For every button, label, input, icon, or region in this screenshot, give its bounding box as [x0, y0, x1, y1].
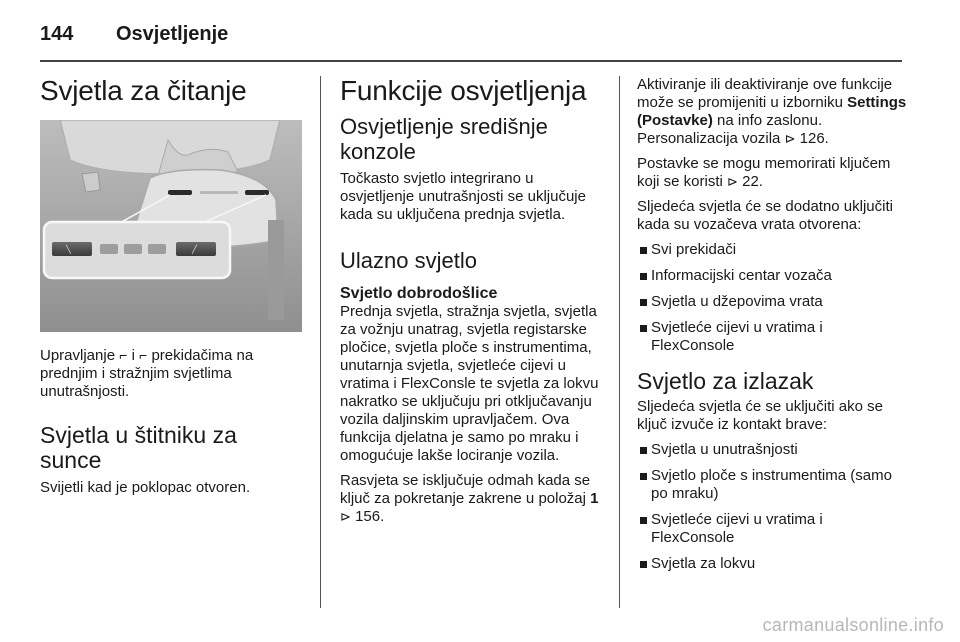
column-divider-2: [619, 76, 620, 608]
list-item: Svjetla za lokvu: [637, 555, 907, 573]
ref-arrow-icon: ⊳: [340, 509, 351, 524]
welcome-light-title: Svjetlo dobrodošlice: [340, 285, 498, 302]
driver-door-text: Sljedeća svjetla će se dodatno uključiti kada su vozačeva vrata otvorena:: [637, 198, 893, 233]
reading-lights-figure: [40, 120, 302, 332]
sunvisor-lights-title: Svjetla u štitniku za sunce: [40, 422, 237, 473]
page-reference: 22.: [742, 173, 763, 190]
column-left: [40, 76, 304, 504]
settings-menu-name: Settings (Postavke): [637, 94, 907, 129]
page-reference: 126.: [799, 130, 829, 147]
list-item: Svjetla u unutrašnjosti: [637, 441, 907, 459]
exit-light-title: Svjetlo za izlazak: [637, 368, 814, 394]
entry-light-title: Ulazno svjetlo: [340, 248, 477, 273]
lighting-features-title: Funkcije osvjetljenja: [340, 75, 587, 106]
driver-door-list: [637, 241, 907, 355]
header-rule: [40, 60, 902, 62]
rear-reading-light-icon: ⌐: [139, 347, 148, 363]
list-item: Svjetlo ploče s instrumentima (samo po mraku): [637, 467, 907, 503]
column-middle: [340, 76, 606, 533]
reading-light-illustration: [40, 120, 302, 332]
page-reference: 156.: [355, 508, 385, 525]
page-number: 144: [40, 22, 74, 45]
front-reading-light-icon: ⌐: [119, 347, 128, 363]
svg-text:╲: ╲: [66, 245, 71, 254]
svg-text:╱: ╱: [192, 245, 197, 254]
reading-lights-text: Upravljanje ⌐ i ⌐ prekidačima na prednjim i stražnjim svjetlima unutrašnjosti.: [40, 347, 254, 400]
page-header: [40, 14, 902, 54]
watermark: carmanualsonline.info: [762, 615, 944, 635]
ref-arrow-icon: ⊳: [784, 131, 796, 146]
activation-text: Aktiviranje ili deaktiviranje ove funkcije može se promijeniti u izborniku Settings (Postavke) na info zaslonu. Personalizacija vozila ⊳ 126.: [637, 76, 907, 147]
reading-lights-title: Svjetla za čitanje: [40, 75, 247, 106]
center-console-text: Točkasto svjetlo integrirano u osvjetljenje unutrašnjosti se uključuje kada su uključena prednja svjetla.: [340, 170, 586, 223]
column-right: [637, 76, 907, 581]
ref-arrow-icon: ⊳: [727, 174, 738, 189]
chapter-title: Osvjetljenje: [116, 22, 229, 45]
list-item: Svjetleće cijevi u vratima i FlexConsole: [637, 511, 907, 547]
welcome-light-text: Prednja svjetla, stražnja svjetla, svjetla za vožnju unatrag, svjetla registarske pločice, svjetla ploče s instrumentima, unutarnja svjetla, svjetleće cijevi u vratima i FlexConsle te svjetla za lokvu nakratko se uključuju pri otključavanju vozila daljinskim upravljačem. Ova funkcija djelatna je samo po mraku i omogućuje lakše lociranje vozila.: [340, 303, 599, 464]
list-item: Informacijski centar vozača: [637, 267, 907, 285]
list-item: Svjetla u džepovima vrata: [637, 293, 907, 311]
memory-text: Postavke se mogu memorirati ključem koji se koristi ⊳ 22.: [637, 155, 891, 190]
sunvisor-lights-text: Svijetli kad je poklopac otvoren.: [40, 479, 251, 496]
lights-off-text: Rasvjeta se isključuje odmah kada se ključ za pokretanje zakrene u položaj 1 ⊳ 156.: [340, 472, 599, 525]
center-console-title: Osvjetljenje središnje konzole: [340, 114, 548, 164]
exit-light-text: Sljedeća svjetla će se uključiti ako se ključ izvuče iz kontakt brave:: [637, 398, 883, 433]
list-item: Svi prekidači: [637, 241, 907, 259]
exit-light-list: [637, 441, 907, 573]
list-item: Svjetleće cijevi u vratima i FlexConsole: [637, 319, 907, 355]
column-divider-1: [320, 76, 321, 608]
